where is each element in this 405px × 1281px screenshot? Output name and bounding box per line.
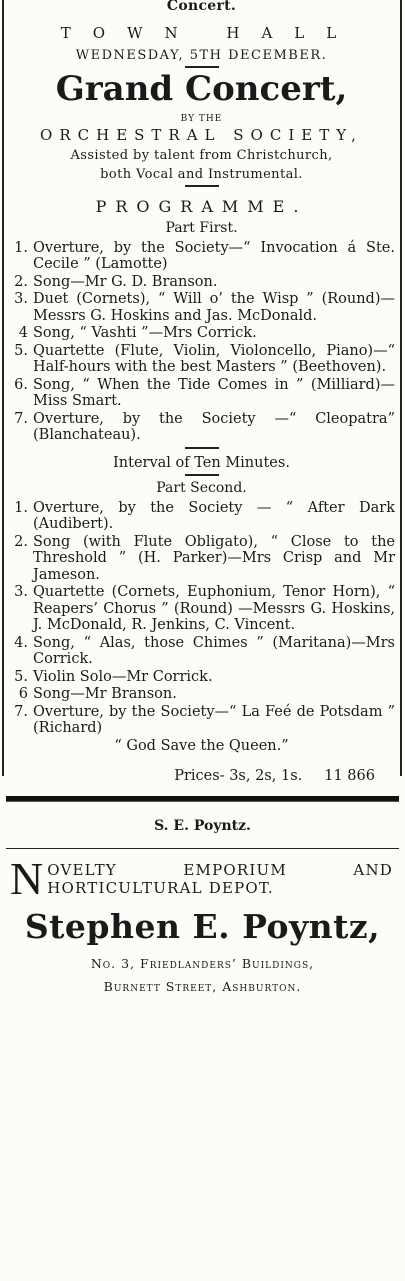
item-number: 4 — [18, 325, 28, 342]
item-text: Overture, by the Society — “ After Dark (Audibert). — [33, 499, 395, 533]
item-text: Violin Solo—Mr Corrick. — [33, 668, 213, 685]
item-number: 7. — [14, 703, 28, 720]
programme-item — [8, 377, 395, 410]
programme-item — [8, 669, 395, 686]
divider — [185, 474, 219, 476]
drop-cap: N — [10, 852, 44, 904]
item-number: 1. — [14, 499, 28, 516]
item-text: Overture, by the Society—“ Invocation á Ste. Cecile ” (Lamotte) — [33, 239, 395, 273]
thick-rule — [6, 796, 399, 802]
item-text: Song, “ When the Tide Comes in ” (Milliard)—Miss Smart. — [33, 376, 395, 410]
headline: Grand Concert, — [55, 69, 348, 109]
item-text: Song, “ Alas, those Chimes ” (Maritana)—Mrs Corrick. — [33, 634, 395, 668]
by-the: BY THE — [180, 113, 223, 124]
novelty-line-1 — [47, 861, 393, 879]
programme-item — [8, 500, 395, 533]
item-text: Song, “ Vashti ”—Mrs Corrick. — [33, 325, 257, 342]
programme-item — [8, 291, 395, 324]
ad-number: 11 866 — [324, 767, 375, 784]
section-title: Concert. — [166, 0, 237, 14]
programme-title: PROGRAMME. — [95, 196, 308, 216]
item-text: Song—Mr G. D. Branson. — [33, 273, 218, 290]
poyntz-section-title: S. E. Poyntz. — [154, 817, 251, 834]
programme-item — [8, 411, 395, 444]
assisted-line-2: both Vocal and Instrumental. — [100, 166, 303, 182]
divider — [185, 66, 219, 68]
item-number: 2. — [14, 273, 28, 290]
programme-item — [8, 274, 395, 291]
part-second-list — [8, 500, 395, 737]
proprietor-name: Stephen E. Poyntz, — [24, 906, 381, 946]
column-border-left — [2, 0, 4, 776]
programme-item — [8, 635, 395, 668]
item-number: 7. — [14, 410, 28, 427]
item-text: Song—Mr Branson. — [33, 686, 177, 703]
item-number: 3. — [14, 291, 28, 308]
prices-line — [8, 768, 395, 784]
part-first-list — [8, 240, 395, 444]
prices: Prices- 3s, 2s, 1s. — [174, 767, 303, 784]
novelty-text — [47, 861, 393, 897]
item-number: 5. — [14, 668, 28, 685]
assisted-line-1: Assisted by talent from Christchurch, — [70, 147, 333, 163]
programme-item — [8, 686, 395, 703]
programme-item — [8, 240, 395, 273]
interval-note: Interval of Ten Minutes. — [113, 454, 290, 471]
anthem: “ God Save the Queen.” — [114, 737, 289, 754]
item-text: Overture, by the Society —“ Cleopatra” (Blanchateau). — [33, 410, 395, 444]
programme-item — [8, 343, 395, 376]
item-number: 6. — [14, 376, 28, 393]
column-border-right — [400, 0, 402, 776]
item-number: 6 — [18, 686, 28, 703]
society-name: ORCHESTRAL SOCIETY, — [40, 125, 363, 144]
address-line-1: No. 3, Friedlanders’ Buildings, — [90, 955, 315, 971]
novelty-line-2: HORTICULTURAL DEPOT. — [47, 878, 274, 897]
item-text: Quartette (Flute, Violin, Violoncello, Piano)—“ Half-hours with the best Masters ” (Beethoven). — [33, 342, 395, 376]
item-number: 4. — [14, 634, 28, 651]
item-number: 2. — [14, 533, 28, 550]
rule — [6, 848, 399, 849]
part-first-title: Part First. — [165, 219, 238, 236]
novelty-heading — [10, 852, 393, 904]
item-number: 3. — [14, 584, 28, 601]
divider — [185, 447, 219, 449]
item-text: Duet (Cornets), “ Will o’ the Wisp ” (Round)—Messrs G. Hoskins and Jas. McDonald. — [33, 291, 395, 324]
divider — [185, 185, 219, 187]
novelty-word-2: EMPORIUM — [183, 860, 287, 879]
novelty-word-3: AND — [353, 860, 393, 879]
venue: TOWN HALL — [60, 24, 359, 42]
part-second-title: Part Second. — [156, 479, 247, 496]
item-number: 1. — [14, 239, 28, 256]
item-number: 5. — [14, 342, 28, 359]
programme-item — [8, 534, 395, 584]
item-text: Quartette (Cornets, Euphonium, Tenor Horn), “ Reapers’ Chorus ” (Round) —Messrs G. Hoskins, J. McDonald, R. Jenkins, C. Vincent. — [33, 584, 395, 634]
item-text: Overture, by the Society—“ La Feé de Potsdam ” (Richard) — [33, 703, 395, 737]
programme-item — [8, 584, 395, 634]
programme-item — [8, 325, 395, 342]
novelty-word-1: OVELTY — [47, 860, 117, 879]
address-line-2: Burnett Street, Ashburton. — [103, 978, 302, 994]
programme-item — [8, 704, 395, 737]
concert-date: WEDNESDAY, 5TH DECEMBER. — [75, 48, 328, 63]
item-text: Song (with Flute Obligato), “ Close to the Threshold ” (H. Parker)—Mrs Crisp and Mr Jameson. — [33, 533, 395, 583]
